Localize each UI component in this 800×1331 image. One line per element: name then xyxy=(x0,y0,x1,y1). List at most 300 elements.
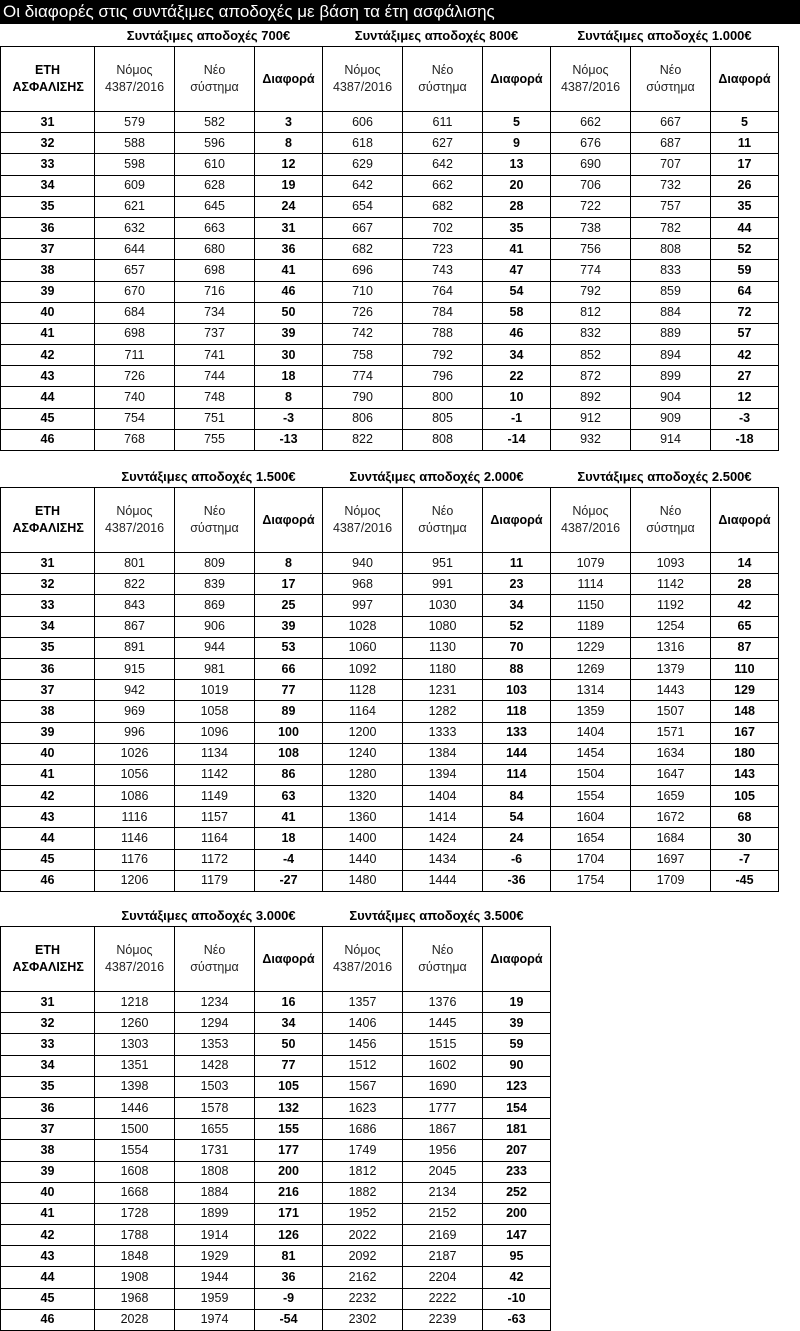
difference-header: Διαφορά xyxy=(711,488,779,553)
law-value-cell: 606 xyxy=(323,112,403,133)
new-system-value-cell: 884 xyxy=(631,302,711,323)
table-row xyxy=(1,154,779,175)
law-value-cell: 1086 xyxy=(95,786,175,807)
years-cell: 36 xyxy=(1,658,95,679)
law-value-cell: 1968 xyxy=(95,1288,175,1309)
difference-cell: 25 xyxy=(255,595,323,616)
new-system-value-cell: 784 xyxy=(403,302,483,323)
new-system-value-cell: 596 xyxy=(175,133,255,154)
law-value-cell: 1440 xyxy=(323,849,403,870)
law-value-cell: 1623 xyxy=(323,1097,403,1118)
years-cell: 33 xyxy=(1,1034,95,1055)
new-system-value-cell: 839 xyxy=(175,574,255,595)
law-value-cell: 1028 xyxy=(323,616,403,637)
law-value-cell: 1788 xyxy=(95,1225,175,1246)
difference-cell: 95 xyxy=(483,1246,551,1267)
law-value-cell: 1654 xyxy=(551,828,631,849)
difference-cell: 88 xyxy=(483,658,551,679)
years-cell: 44 xyxy=(1,1267,95,1288)
new-system-value-cell: 1234 xyxy=(175,992,255,1013)
years-cell: 41 xyxy=(1,764,95,785)
years-cell: 43 xyxy=(1,366,95,387)
new-system-value-cell: 944 xyxy=(175,637,255,658)
difference-cell: 155 xyxy=(255,1119,323,1140)
difference-cell: 87 xyxy=(711,637,779,658)
new-system-value-cell: 889 xyxy=(631,323,711,344)
table-row xyxy=(1,637,779,658)
law-value-cell: 1512 xyxy=(323,1055,403,1076)
years-header-label: ΕΤΗ ΑΣΦΑΛΙΣΗΣ xyxy=(12,943,84,974)
difference-cell: 68 xyxy=(711,807,779,828)
law-value-cell: 662 xyxy=(551,112,631,133)
new-system-value-cell: 743 xyxy=(403,260,483,281)
difference-cell: 252 xyxy=(483,1182,551,1203)
law-value-cell: 2092 xyxy=(323,1246,403,1267)
law-value-cell: 1812 xyxy=(323,1161,403,1182)
difference-cell: 177 xyxy=(255,1140,323,1161)
difference-cell: 22 xyxy=(483,366,551,387)
new-system-value-cell: 1444 xyxy=(403,870,483,891)
years-cell: 34 xyxy=(1,1055,95,1076)
law-value-cell: 843 xyxy=(95,595,175,616)
law-value-cell: 1398 xyxy=(95,1076,175,1097)
new-system-value-cell: 764 xyxy=(403,281,483,302)
law-value-cell: 2022 xyxy=(323,1225,403,1246)
difference-cell: 216 xyxy=(255,1182,323,1203)
law-value-cell: 1908 xyxy=(95,1267,175,1288)
law-value-cell: 822 xyxy=(323,429,403,450)
difference-cell: -54 xyxy=(255,1309,323,1330)
difference-cell: 53 xyxy=(255,637,323,658)
law-value-cell: 1754 xyxy=(551,870,631,891)
difference-cell: 132 xyxy=(255,1097,323,1118)
difference-cell: 3 xyxy=(255,112,323,133)
law-value-cell: 1882 xyxy=(323,1182,403,1203)
table-row xyxy=(1,387,779,408)
table-row xyxy=(1,345,779,366)
new-system-value-cell: 611 xyxy=(403,112,483,133)
new-system-value-cell: 1192 xyxy=(631,595,711,616)
difference-cell: 28 xyxy=(711,574,779,595)
table-row xyxy=(1,595,779,616)
new-system-value-cell: 1867 xyxy=(403,1119,483,1140)
difference-cell: 66 xyxy=(255,658,323,679)
difference-cell: 52 xyxy=(711,239,779,260)
new-system-value-cell: 610 xyxy=(175,154,255,175)
difference-cell: 147 xyxy=(483,1225,551,1246)
difference-cell: 14 xyxy=(711,553,779,574)
law-value-cell: 642 xyxy=(323,175,403,196)
difference-cell: 27 xyxy=(711,366,779,387)
new-system-header xyxy=(403,927,483,992)
years-cell: 40 xyxy=(1,743,95,764)
new-system-header xyxy=(403,488,483,553)
table-row xyxy=(1,1267,551,1288)
law-header-line1: Νόμος xyxy=(344,63,381,77)
table-row xyxy=(1,1076,551,1097)
law-header xyxy=(551,47,631,112)
table-row xyxy=(1,553,779,574)
difference-cell: 86 xyxy=(255,764,323,785)
difference-cell: 34 xyxy=(483,345,551,366)
years-cell: 35 xyxy=(1,196,95,217)
table-row xyxy=(1,1034,551,1055)
new-header-line1: Νέο xyxy=(431,504,454,518)
difference-cell: 47 xyxy=(483,260,551,281)
new-system-header xyxy=(631,47,711,112)
new-header-line1: Νέο xyxy=(203,943,226,957)
years-cell: 45 xyxy=(1,408,95,429)
new-system-value-cell: 788 xyxy=(403,323,483,344)
law-value-cell: 742 xyxy=(323,323,403,344)
new-header-line1: Νέο xyxy=(431,943,454,957)
law-header-line2: 4387/2016 xyxy=(104,80,165,94)
difference-cell: -3 xyxy=(255,408,323,429)
law-value-cell: 822 xyxy=(95,574,175,595)
difference-cell: 12 xyxy=(711,387,779,408)
difference-cell: 36 xyxy=(255,239,323,260)
difference-cell: 42 xyxy=(711,595,779,616)
difference-cell: -13 xyxy=(255,429,323,450)
new-system-value-cell: 800 xyxy=(403,387,483,408)
difference-cell: 34 xyxy=(483,595,551,616)
table-row xyxy=(1,1246,551,1267)
new-system-header xyxy=(175,47,255,112)
years-cell: 42 xyxy=(1,786,95,807)
law-value-cell: 1189 xyxy=(551,616,631,637)
difference-cell: 17 xyxy=(255,574,323,595)
new-system-value-cell: 808 xyxy=(403,429,483,450)
table-row xyxy=(1,175,779,196)
new-system-value-cell: 755 xyxy=(175,429,255,450)
new-system-value-cell: 981 xyxy=(175,658,255,679)
new-system-header xyxy=(175,927,255,992)
law-value-cell: 1567 xyxy=(323,1076,403,1097)
law-value-cell: 1269 xyxy=(551,658,631,679)
years-header xyxy=(1,927,95,992)
new-system-value-cell: 2169 xyxy=(403,1225,483,1246)
table-row xyxy=(1,701,779,722)
new-system-value-cell: 2134 xyxy=(403,1182,483,1203)
new-system-value-cell: 1956 xyxy=(403,1140,483,1161)
new-system-value-cell: 751 xyxy=(175,408,255,429)
difference-cell: 42 xyxy=(711,345,779,366)
law-value-cell: 1280 xyxy=(323,764,403,785)
group-label: Συντάξιμες αποδοχές 3.500€ xyxy=(349,907,524,923)
years-cell: 37 xyxy=(1,239,95,260)
table-row xyxy=(1,743,779,764)
new-system-value-cell: 1443 xyxy=(631,680,711,701)
table-row xyxy=(1,764,779,785)
law-value-cell: 969 xyxy=(95,701,175,722)
table-row xyxy=(1,133,779,154)
pension-table-3000-3500 xyxy=(0,904,551,1331)
law-value-cell: 997 xyxy=(323,595,403,616)
law-value-cell: 1749 xyxy=(323,1140,403,1161)
law-value-cell: 1056 xyxy=(95,764,175,785)
table-row xyxy=(1,1097,551,1118)
new-system-value-cell: 1944 xyxy=(175,1267,255,1288)
table-row xyxy=(1,1309,551,1330)
years-cell: 46 xyxy=(1,870,95,891)
new-system-value-cell: 1157 xyxy=(175,807,255,828)
group-header-row xyxy=(1,24,779,47)
new-system-value-cell: 859 xyxy=(631,281,711,302)
new-system-value-cell: 1379 xyxy=(631,658,711,679)
new-header-line2: σύστημα xyxy=(646,521,695,535)
new-system-value-cell: 782 xyxy=(631,217,711,238)
new-system-value-cell: 1180 xyxy=(403,658,483,679)
new-system-value-cell: 1884 xyxy=(175,1182,255,1203)
law-value-cell: 726 xyxy=(323,302,403,323)
new-system-value-cell: 1659 xyxy=(631,786,711,807)
new-system-value-cell: 1507 xyxy=(631,701,711,722)
new-system-value-cell: 1142 xyxy=(631,574,711,595)
difference-cell: 13 xyxy=(483,154,551,175)
new-system-value-cell: 1172 xyxy=(175,849,255,870)
years-cell: 35 xyxy=(1,1076,95,1097)
new-system-value-cell: 628 xyxy=(175,175,255,196)
table-row xyxy=(1,786,779,807)
table-row xyxy=(1,1203,551,1224)
law-value-cell: 2232 xyxy=(323,1288,403,1309)
law-value-cell: 867 xyxy=(95,616,175,637)
new-system-value-cell: 1634 xyxy=(631,743,711,764)
difference-cell: 123 xyxy=(483,1076,551,1097)
law-value-cell: 598 xyxy=(95,154,175,175)
difference-cell: 24 xyxy=(255,196,323,217)
difference-cell: 89 xyxy=(255,701,323,722)
years-cell: 33 xyxy=(1,595,95,616)
group-header-spacer xyxy=(1,904,95,927)
difference-cell: 129 xyxy=(711,680,779,701)
group-label: Συντάξιμες αποδοχές 1.000€ xyxy=(577,27,752,43)
law-header xyxy=(95,488,175,553)
years-cell: 38 xyxy=(1,1140,95,1161)
difference-cell: 31 xyxy=(255,217,323,238)
new-system-value-cell: 582 xyxy=(175,112,255,133)
new-system-value-cell: 1899 xyxy=(175,1203,255,1224)
law-value-cell: 1218 xyxy=(95,992,175,1013)
new-system-value-cell: 909 xyxy=(631,408,711,429)
law-value-cell: 1357 xyxy=(323,992,403,1013)
new-system-value-cell: 894 xyxy=(631,345,711,366)
difference-cell: 72 xyxy=(711,302,779,323)
table-row xyxy=(1,807,779,828)
years-cell: 39 xyxy=(1,1161,95,1182)
difference-cell: -36 xyxy=(483,870,551,891)
difference-cell: 5 xyxy=(483,112,551,133)
difference-cell: 39 xyxy=(483,1013,551,1034)
years-cell: 36 xyxy=(1,217,95,238)
difference-cell: 143 xyxy=(711,764,779,785)
difference-header: Διαφορά xyxy=(255,927,323,992)
law-value-cell: 1128 xyxy=(323,680,403,701)
table-row xyxy=(1,112,779,133)
new-system-value-cell: 1019 xyxy=(175,680,255,701)
difference-cell: 59 xyxy=(711,260,779,281)
difference-cell: 50 xyxy=(255,302,323,323)
law-header-line2: 4387/2016 xyxy=(104,960,165,974)
new-system-value-cell: 662 xyxy=(403,175,483,196)
difference-cell: 114 xyxy=(483,764,551,785)
years-cell: 31 xyxy=(1,112,95,133)
law-value-cell: 1079 xyxy=(551,553,631,574)
new-header-line1: Νέο xyxy=(203,63,226,77)
law-value-cell: 758 xyxy=(323,345,403,366)
difference-cell: 58 xyxy=(483,302,551,323)
new-system-value-cell: 1142 xyxy=(175,764,255,785)
difference-cell: 105 xyxy=(255,1076,323,1097)
law-value-cell: 1164 xyxy=(323,701,403,722)
years-cell: 46 xyxy=(1,429,95,450)
table-row xyxy=(1,870,779,891)
new-system-value-cell: 1093 xyxy=(631,553,711,574)
difference-cell: 81 xyxy=(255,1246,323,1267)
law-value-cell: 657 xyxy=(95,260,175,281)
difference-cell: 41 xyxy=(483,239,551,260)
new-system-value-cell: 1445 xyxy=(403,1013,483,1034)
new-system-value-cell: 1394 xyxy=(403,764,483,785)
new-system-value-cell: 1316 xyxy=(631,637,711,658)
new-system-value-cell: 792 xyxy=(403,345,483,366)
group-header-row xyxy=(1,465,779,488)
law-value-cell: 801 xyxy=(95,553,175,574)
law-value-cell: 806 xyxy=(323,408,403,429)
table-row xyxy=(1,574,779,595)
law-value-cell: 1092 xyxy=(323,658,403,679)
new-system-value-cell: 1503 xyxy=(175,1076,255,1097)
law-header xyxy=(323,927,403,992)
new-system-value-cell: 2187 xyxy=(403,1246,483,1267)
table-row xyxy=(1,302,779,323)
law-value-cell: 942 xyxy=(95,680,175,701)
table-block-3 xyxy=(0,904,551,1331)
new-system-value-cell: 1254 xyxy=(631,616,711,637)
law-value-cell: 726 xyxy=(95,366,175,387)
law-value-cell: 754 xyxy=(95,408,175,429)
difference-cell: 54 xyxy=(483,807,551,828)
new-system-value-cell: 1690 xyxy=(403,1076,483,1097)
new-system-value-cell: 667 xyxy=(631,112,711,133)
table-row xyxy=(1,281,779,302)
law-value-cell: 710 xyxy=(323,281,403,302)
law-value-cell: 774 xyxy=(551,260,631,281)
years-cell: 31 xyxy=(1,992,95,1013)
law-value-cell: 1668 xyxy=(95,1182,175,1203)
law-value-cell: 1114 xyxy=(551,574,631,595)
law-header-line1: Νόμος xyxy=(572,63,609,77)
years-cell: 45 xyxy=(1,849,95,870)
years-cell: 42 xyxy=(1,345,95,366)
new-header-line1: Νέο xyxy=(659,63,682,77)
difference-header: Διαφορά xyxy=(255,488,323,553)
law-header-line2: 4387/2016 xyxy=(332,80,393,94)
years-cell: 36 xyxy=(1,1097,95,1118)
years-cell: 38 xyxy=(1,260,95,281)
difference-cell: 24 xyxy=(483,828,551,849)
years-cell: 40 xyxy=(1,1182,95,1203)
years-cell: 41 xyxy=(1,323,95,344)
law-value-cell: 1728 xyxy=(95,1203,175,1224)
page-title: Οι διαφορές στις συντάξιμες αποδοχές με βάση τα έτη ασφάλισης xyxy=(0,0,800,24)
years-cell: 32 xyxy=(1,1013,95,1034)
law-value-cell: 629 xyxy=(323,154,403,175)
law-value-cell: 812 xyxy=(551,302,631,323)
new-system-value-cell: 663 xyxy=(175,217,255,238)
law-value-cell: 2028 xyxy=(95,1309,175,1330)
difference-cell: -14 xyxy=(483,429,551,450)
new-system-value-cell: 698 xyxy=(175,260,255,281)
difference-cell: 105 xyxy=(711,786,779,807)
pension-table-700-800-1000 xyxy=(0,24,779,451)
table-row xyxy=(1,616,779,637)
difference-cell: 8 xyxy=(255,133,323,154)
new-system-value-cell: 1164 xyxy=(175,828,255,849)
years-cell: 43 xyxy=(1,1246,95,1267)
law-header-line1: Νόμος xyxy=(572,504,609,518)
new-system-value-cell: 723 xyxy=(403,239,483,260)
difference-cell: 100 xyxy=(255,722,323,743)
law-header xyxy=(95,927,175,992)
law-value-cell: 891 xyxy=(95,637,175,658)
law-header-line1: Νόμος xyxy=(344,943,381,957)
group-label: Συντάξιμες αποδοχές 700€ xyxy=(126,27,291,43)
new-system-value-cell: 809 xyxy=(175,553,255,574)
years-cell: 35 xyxy=(1,637,95,658)
difference-cell: 84 xyxy=(483,786,551,807)
difference-cell: 110 xyxy=(711,658,779,679)
new-system-value-cell: 904 xyxy=(631,387,711,408)
new-system-value-cell: 702 xyxy=(403,217,483,238)
law-value-cell: 872 xyxy=(551,366,631,387)
difference-cell: 39 xyxy=(255,323,323,344)
years-cell: 33 xyxy=(1,154,95,175)
law-header-line2: 4387/2016 xyxy=(560,80,621,94)
difference-cell: 12 xyxy=(255,154,323,175)
new-system-value-cell: 642 xyxy=(403,154,483,175)
difference-cell: 5 xyxy=(711,112,779,133)
law-value-cell: 1480 xyxy=(323,870,403,891)
difference-cell: -63 xyxy=(483,1309,551,1330)
group-header-row xyxy=(1,904,551,927)
difference-cell: 46 xyxy=(255,281,323,302)
years-cell: 37 xyxy=(1,1119,95,1140)
law-value-cell: 682 xyxy=(323,239,403,260)
table-row xyxy=(1,239,779,260)
law-value-cell: 579 xyxy=(95,112,175,133)
difference-header: Διαφορά xyxy=(711,47,779,112)
table-row xyxy=(1,366,779,387)
law-value-cell: 968 xyxy=(323,574,403,595)
difference-cell: 54 xyxy=(483,281,551,302)
law-value-cell: 932 xyxy=(551,429,631,450)
new-system-value-cell: 1974 xyxy=(175,1309,255,1330)
difference-cell: -3 xyxy=(711,408,779,429)
law-value-cell: 1554 xyxy=(551,786,631,807)
new-system-value-cell: 737 xyxy=(175,323,255,344)
difference-cell: 180 xyxy=(711,743,779,764)
difference-cell: 20 xyxy=(483,175,551,196)
group-label: Συντάξιμες αποδοχές 1.500€ xyxy=(121,468,296,484)
table-block-1 xyxy=(0,24,779,451)
law-value-cell: 621 xyxy=(95,196,175,217)
law-value-cell: 1686 xyxy=(323,1119,403,1140)
law-value-cell: 756 xyxy=(551,239,631,260)
difference-cell: 35 xyxy=(483,217,551,238)
difference-cell: 207 xyxy=(483,1140,551,1161)
law-header-line1: Νόμος xyxy=(116,504,153,518)
